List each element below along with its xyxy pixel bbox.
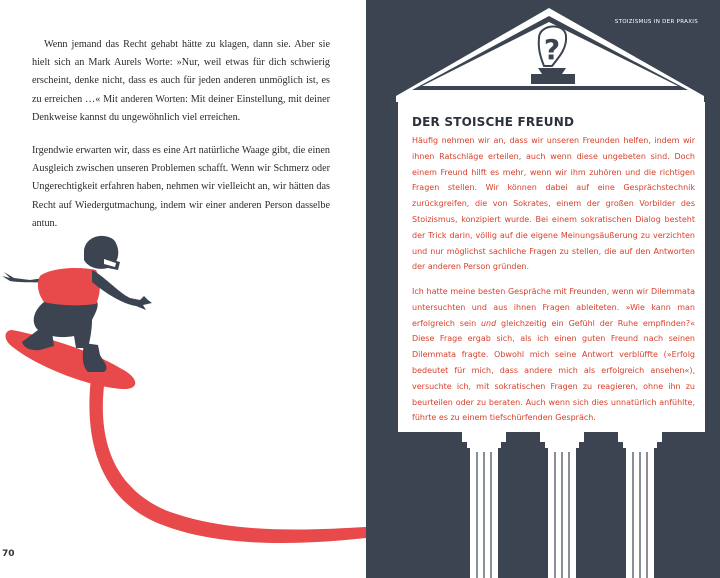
rider-boot-back	[83, 343, 107, 372]
pedestal-neck	[538, 68, 566, 74]
box-title: DER STOISCHE FREUND	[412, 115, 575, 129]
rider-front-arm	[92, 270, 152, 310]
rider-torso	[38, 268, 100, 305]
box-text: gleichzeitig ein Gefühl der Ruhe empfinden?« Diese Frage ergab sich, als ich einen guten Freund nach seinen Dilemmata fragte. Obwohl mich seine Antwort verblüffte (»Erfolg bedeutet für mich, dass andere mich als erfolgreich ansehen«), versuchte ich, mit sokratischen Fragen zu reagieren, ohne ihn zu beurteilen oder zu beraten. Auch wenn sich dies unnatürlich anfühlte, führte es zu einem tiefschürfenden Gespräch.	[412, 318, 695, 423]
snowboard	[6, 330, 136, 389]
body-paragraph: Irgendwie erwarten wir, dass es eine Art natürliche Waage gibt, die einen Ausgleich zwischen unseren Problemen schafft. Wenn wir Schmerz oder Ungerechtigkeit erfahren haben, nehmen wir vielleicht an, wir hätten das Recht auf Wiedergutmachung, indem wir einer anderen Person dasselbe antun.	[32, 145, 330, 229]
page-number: 70	[2, 549, 15, 559]
body-paragraph: Wenn jemand das Recht gehabt hätte zu klagen, dann sie. Aber sie hielt sich an Mark Aurels Worte: »Nur, weil etwas für dich schwierig erscheint, denke nicht, dass es auch für jeden anderen unmöglich ist, es zu erreichen …« Mit anderen Worten: Mit deiner Einstellung, mit deiner Denkweise kannst du ungewöhnlich viel erreichen.	[32, 39, 330, 123]
box-paragraph	[412, 284, 695, 426]
box-text: Ich hatte meine besten Gespräche mit Freunden, wenn wir Dilemmata untersuchten und aus ihnen Fragen ableiteten. »Wie kann man erfolgreich sein	[412, 287, 695, 328]
running-header: STOIZISMUS IN DER PRAXIS	[614, 19, 698, 25]
sidebar-box	[398, 102, 705, 432]
pedestal-base	[531, 74, 575, 84]
emphasis-text: und	[480, 318, 497, 328]
snowboarder-illustration	[0, 230, 366, 570]
rider-boot-front	[22, 330, 54, 350]
column-fluting	[477, 452, 647, 578]
snow-trail	[89, 370, 366, 543]
right-page	[366, 0, 720, 578]
box-paragraph: Häufig nehmen wir an, dass wir unseren Freunden helfen, indem wir ihnen Ratschläge erteilen, auch wenn diese ungebeten sind. Doch einem Freund hilft es mehr, wenn wir ihm zuhören und die richtigen Fragen stellen. Wir können dabei auf eine Gesprächstechnik zurückgreifen, die von Sokrates, einem der großen Vorbilder des Stoizismus, konzipiert wurde. Bei einem sokratischen Dialog besteht der Trick darin, völlig auf die eigene Meinungsäußerung zu verzichten und nur möglichst sachliche Fragen zu stellen, die auf den Antworten der anderen Person gründen.	[412, 136, 695, 272]
question-mark-icon: ?	[543, 33, 561, 66]
